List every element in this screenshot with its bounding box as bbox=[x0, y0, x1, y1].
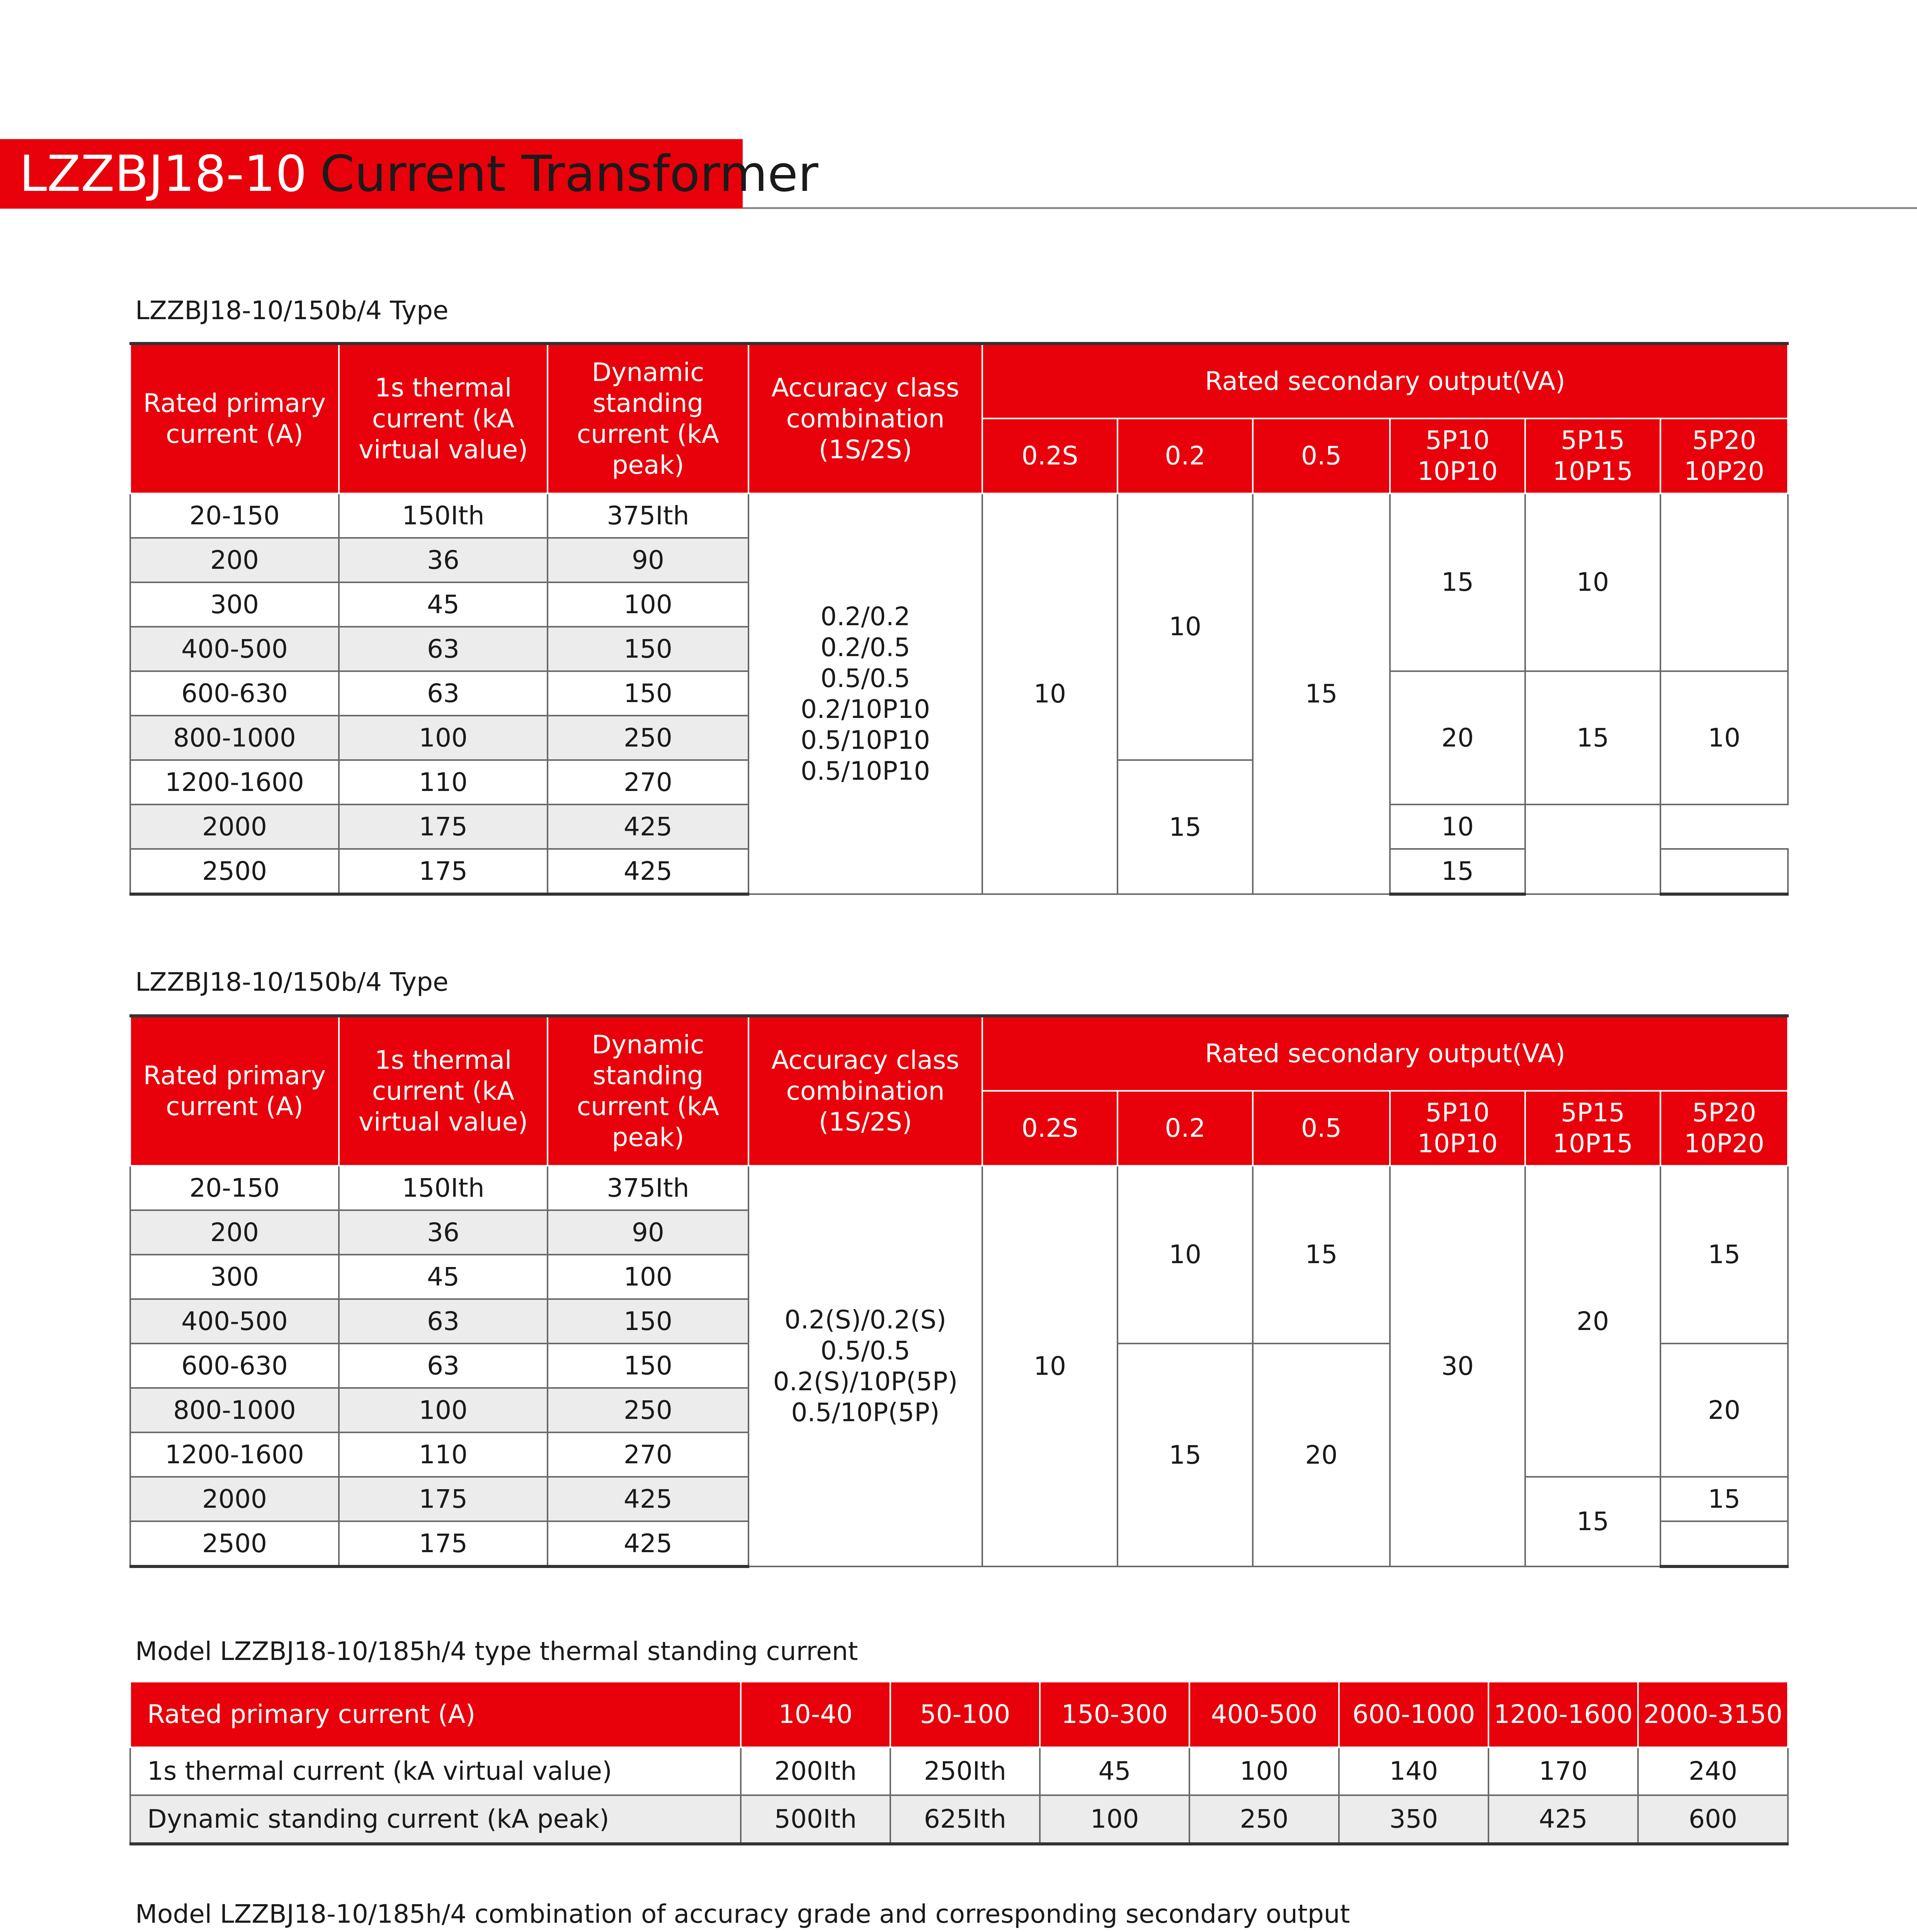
value-cell: 350 bbox=[1339, 1795, 1488, 1844]
dynamic-cell: 425 bbox=[548, 1477, 748, 1521]
output-5p10-upper: 15 bbox=[1390, 493, 1525, 671]
output-5p20-upper: 15 bbox=[1660, 1166, 1788, 1344]
dynamic-cell: 375Ith bbox=[548, 1166, 748, 1210]
value-cell: 240 bbox=[1638, 1747, 1788, 1795]
value-cell: 600 bbox=[1638, 1795, 1788, 1844]
rated-primary-cell: 800-1000 bbox=[130, 716, 339, 760]
thermal-cell: 45 bbox=[339, 1255, 548, 1299]
thermal-cell: 150Ith bbox=[339, 1166, 548, 1210]
title-product-name: Current Transformer bbox=[320, 145, 818, 203]
dynamic-cell: 270 bbox=[548, 1432, 748, 1477]
rated-primary-cell: 1200-1600 bbox=[130, 1432, 339, 1477]
dynamic-cell: 150 bbox=[548, 1299, 748, 1344]
thermal-cell: 63 bbox=[339, 1344, 548, 1388]
header-5p20: 5P20 10P20 bbox=[1660, 418, 1788, 493]
rated-primary-cell: 300 bbox=[130, 1255, 339, 1299]
range-cell: 50-100 bbox=[890, 1682, 1040, 1747]
output-5p15-empty bbox=[1660, 849, 1788, 894]
header-rated-primary: Rated primary current (A) bbox=[130, 1682, 741, 1747]
output-0-2s: 10 bbox=[982, 1166, 1118, 1566]
rated-primary-cell: 200 bbox=[130, 538, 339, 582]
header-0-2s: 0.2S bbox=[982, 1091, 1118, 1166]
dynamic-cell: 425 bbox=[548, 1521, 748, 1566]
range-cell: 150-300 bbox=[1040, 1682, 1189, 1747]
title-model-code: LZZBJ18-10 bbox=[19, 145, 307, 203]
rated-primary-cell: 400-500 bbox=[130, 1299, 339, 1344]
value-cell: 625Ith bbox=[890, 1795, 1040, 1844]
dynamic-cell: 90 bbox=[548, 1210, 748, 1255]
dynamic-cell: 250 bbox=[548, 1388, 748, 1432]
output-0-2s: 10 bbox=[982, 493, 1118, 894]
rated-primary-cell: 600-630 bbox=[130, 1344, 339, 1388]
value-cell: 250 bbox=[1189, 1795, 1339, 1844]
table1 bbox=[129, 342, 1789, 896]
rated-primary-cell: 1200-1600 bbox=[130, 760, 339, 804]
header-5p10: 5P10 10P10 bbox=[1390, 418, 1525, 493]
dynamic-cell: 150 bbox=[548, 1344, 748, 1388]
table4-caption: Model LZZBJ18-10/185h/4 combination of accuracy grade and corresponding secondary output bbox=[135, 1899, 1350, 1929]
output-5p20-lower: 15 bbox=[1660, 1477, 1788, 1521]
header-thermal: 1s thermal current (kA virtual value) bbox=[339, 344, 548, 493]
header-0-2s: 0.2S bbox=[982, 418, 1118, 493]
dynamic-cell: 100 bbox=[548, 582, 748, 627]
output-5p15-lower: 10 bbox=[1390, 804, 1525, 849]
dynamic-cell: 90 bbox=[548, 538, 748, 582]
thermal-cell: 175 bbox=[339, 804, 548, 849]
output-0-2-upper: 10 bbox=[1118, 1166, 1253, 1344]
rated-primary-cell: 2000 bbox=[130, 804, 339, 849]
header-rated-primary: Rated primary current (A) bbox=[130, 344, 339, 493]
dynamic-cell: 100 bbox=[548, 1255, 748, 1299]
title-divider bbox=[743, 207, 1917, 209]
rated-primary-cell: 200 bbox=[130, 1210, 339, 1255]
output-0-2-upper: 10 bbox=[1118, 493, 1253, 760]
rated-primary-cell: 300 bbox=[130, 582, 339, 627]
dynamic-row-label: Dynamic standing current (kA peak) bbox=[130, 1795, 741, 1844]
value-cell: 140 bbox=[1339, 1747, 1488, 1795]
value-cell: 500Ith bbox=[741, 1795, 890, 1844]
header-0-2: 0.2 bbox=[1118, 418, 1253, 493]
thermal-cell: 63 bbox=[339, 671, 548, 716]
range-cell: 1200-1600 bbox=[1488, 1682, 1638, 1747]
thermal-cell: 110 bbox=[339, 760, 548, 804]
header-dynamic: Dynamic standing current (kA peak) bbox=[548, 1016, 748, 1166]
output-5p10-middle: 20 bbox=[1390, 671, 1525, 804]
dynamic-cell: 250 bbox=[548, 716, 748, 760]
rated-primary-cell: 2500 bbox=[130, 849, 339, 894]
header-5p15: 5P15 10P15 bbox=[1525, 418, 1660, 493]
rated-primary-cell: 2000 bbox=[130, 1477, 339, 1521]
thermal-row-label: 1s thermal current (kA virtual value) bbox=[130, 1747, 741, 1795]
header-accuracy: Accuracy class combination (1S/2S) bbox=[748, 344, 982, 493]
value-cell: 250Ith bbox=[890, 1747, 1040, 1795]
output-5p10: 30 bbox=[1390, 1166, 1525, 1566]
output-0-2-lower: 15 bbox=[1118, 760, 1253, 894]
thermal-cell: 175 bbox=[339, 849, 548, 894]
dynamic-cell: 375Ith bbox=[548, 493, 748, 538]
header-5p10: 5P10 10P10 bbox=[1390, 1091, 1525, 1166]
thermal-cell: 36 bbox=[339, 1210, 548, 1255]
header-secondary-output: Rated secondary output(VA) bbox=[982, 1016, 1788, 1091]
output-5p15-upper: 10 bbox=[1525, 493, 1660, 671]
output-5p20-lower bbox=[1525, 804, 1660, 894]
output-0-2-lower: 15 bbox=[1118, 1344, 1253, 1566]
value-cell: 170 bbox=[1488, 1747, 1638, 1795]
table3 bbox=[129, 1681, 1789, 1845]
header-0-2: 0.2 bbox=[1118, 1091, 1253, 1166]
header-0-5: 0.5 bbox=[1253, 418, 1390, 493]
thermal-cell: 63 bbox=[339, 627, 548, 671]
value-cell: 200Ith bbox=[741, 1747, 890, 1795]
range-cell: 400-500 bbox=[1189, 1682, 1339, 1747]
value-cell: 45 bbox=[1040, 1747, 1189, 1795]
thermal-cell: 100 bbox=[339, 716, 548, 760]
table2 bbox=[129, 1014, 1789, 1568]
thermal-cell: 150Ith bbox=[339, 493, 548, 538]
output-5p15-lower: 15 bbox=[1525, 1477, 1660, 1566]
output-5p20-middle: 20 bbox=[1660, 1344, 1788, 1477]
thermal-cell: 36 bbox=[339, 538, 548, 582]
rated-primary-cell: 600-630 bbox=[130, 671, 339, 716]
table1-caption: LZZBJ18-10/150b/4 Type bbox=[135, 296, 449, 325]
dynamic-cell: 270 bbox=[548, 760, 748, 804]
thermal-cell: 63 bbox=[339, 1299, 548, 1344]
rated-primary-cell: 800-1000 bbox=[130, 1388, 339, 1432]
header-thermal: 1s thermal current (kA virtual value) bbox=[339, 1016, 548, 1166]
range-cell: 2000-3150 bbox=[1638, 1682, 1788, 1747]
output-5p20-middle: 10 bbox=[1660, 671, 1788, 804]
thermal-cell: 45 bbox=[339, 582, 548, 627]
thermal-cell: 110 bbox=[339, 1432, 548, 1477]
dynamic-cell: 150 bbox=[548, 671, 748, 716]
output-5p20-empty bbox=[1660, 1521, 1788, 1566]
header-5p15: 5P15 10P15 bbox=[1525, 1091, 1660, 1166]
page-title bbox=[0, 139, 818, 209]
header-accuracy: Accuracy class combination (1S/2S) bbox=[748, 1016, 982, 1166]
output-0-5: 15 bbox=[1253, 493, 1390, 894]
value-cell: 100 bbox=[1189, 1747, 1339, 1795]
rated-primary-cell: 2500 bbox=[130, 1521, 339, 1566]
accuracy-combination-cell: 0.2(S)/0.2(S) 0.5/0.5 0.2(S)/10P(5P) 0.5/10P(5P) bbox=[748, 1166, 982, 1566]
header-dynamic: Dynamic standing current (kA peak) bbox=[548, 344, 748, 493]
value-cell: 425 bbox=[1488, 1795, 1638, 1844]
range-cell: 600-1000 bbox=[1339, 1682, 1488, 1747]
accuracy-combination-cell: 0.2/0.2 0.2/0.5 0.5/0.5 0.2/10P10 0.5/10P10 0.5/10P10 bbox=[748, 493, 982, 894]
rated-primary-cell: 400-500 bbox=[130, 627, 339, 671]
output-5p10-lower: 15 bbox=[1390, 849, 1525, 894]
header-rated-primary: Rated primary current (A) bbox=[130, 1016, 339, 1166]
output-5p15-upper: 20 bbox=[1525, 1166, 1660, 1477]
output-5p20-upper bbox=[1660, 493, 1788, 671]
output-0-5-upper: 15 bbox=[1253, 1166, 1390, 1344]
thermal-cell: 100 bbox=[339, 1388, 548, 1432]
dynamic-cell: 425 bbox=[548, 849, 748, 894]
value-cell: 100 bbox=[1040, 1795, 1189, 1844]
output-5p15-middle: 15 bbox=[1525, 671, 1660, 804]
rated-primary-cell: 20-150 bbox=[130, 1166, 339, 1210]
output-0-5-lower: 20 bbox=[1253, 1344, 1390, 1566]
header-0-5: 0.5 bbox=[1253, 1091, 1390, 1166]
header-secondary-output: Rated secondary output(VA) bbox=[982, 344, 1788, 418]
table2-caption: LZZBJ18-10/150b/4 Type bbox=[135, 967, 449, 997]
thermal-cell: 175 bbox=[339, 1521, 548, 1566]
thermal-cell: 175 bbox=[339, 1477, 548, 1521]
range-cell: 10-40 bbox=[741, 1682, 890, 1747]
dynamic-cell: 425 bbox=[548, 804, 748, 849]
rated-primary-cell: 20-150 bbox=[130, 493, 339, 538]
header-5p20: 5P20 10P20 bbox=[1660, 1091, 1788, 1166]
table3-caption: Model LZZBJ18-10/185h/4 type thermal standing current bbox=[135, 1636, 858, 1666]
dynamic-cell: 150 bbox=[548, 627, 748, 671]
